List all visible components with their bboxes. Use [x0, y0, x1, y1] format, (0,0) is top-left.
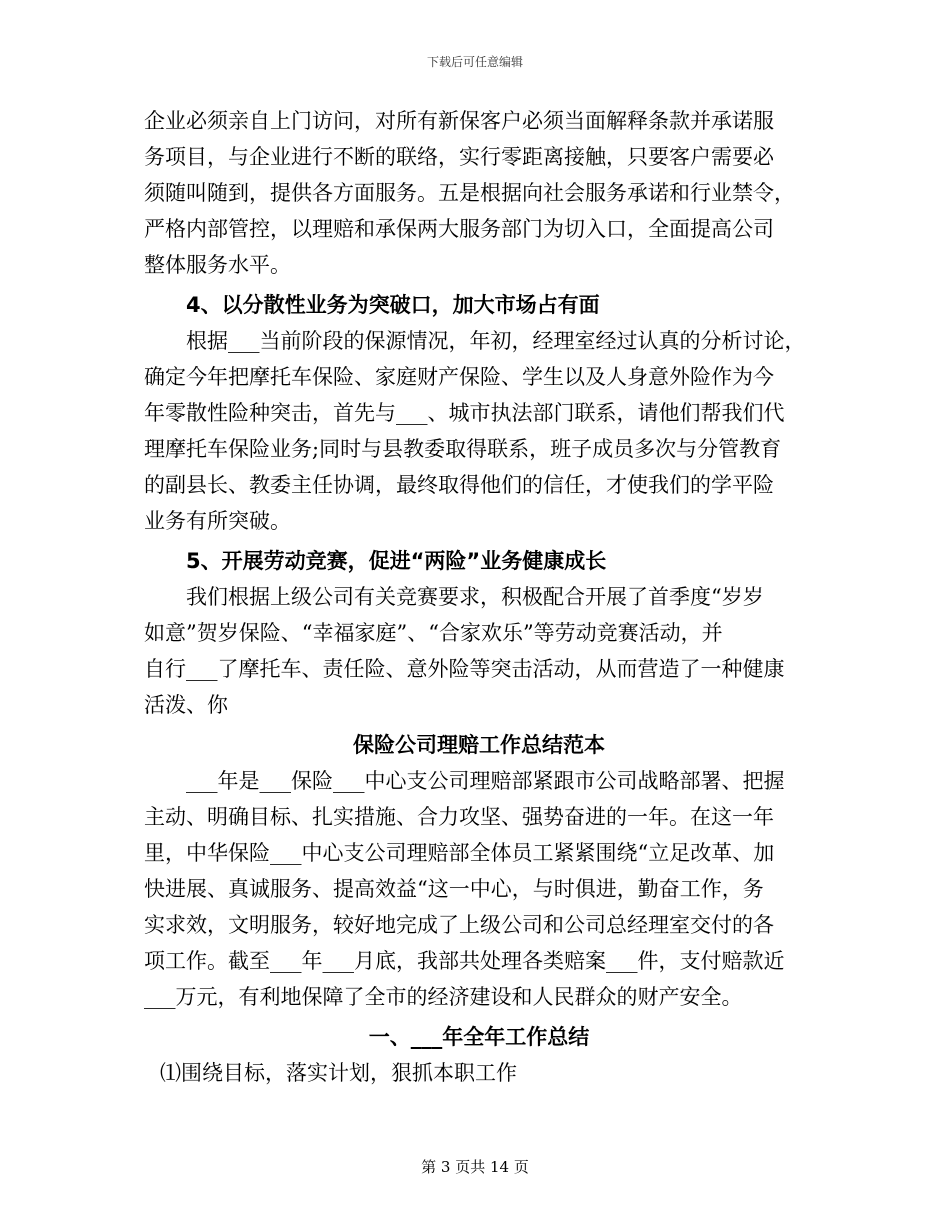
body-line: 须随叫随到，提供各方面服务。五是根据向社会服务承诺和行业禁令，: [144, 181, 795, 205]
body-line: 自行___了摩托车、责任险、意外险等突击活动，从而营造了一种健康: [144, 657, 785, 681]
body-line: 如意”贺岁保险、“幸福家庭”、“合家欢乐”等劳动竞赛活动，并: [144, 621, 723, 645]
document-title: 保险公司理赔工作总结范本: [353, 733, 605, 757]
body-line: ___年是___保险___中心支公司理赔部紧跟市公司战略部署、把握: [186, 769, 785, 793]
page-header: 下载后可任意编辑: [426, 55, 523, 69]
body-line: 整体服务水平。: [144, 253, 291, 277]
body-line: 年零散性险种突击，首先与___、城市执法部门联系，请他们帮我们代: [144, 401, 785, 425]
body-line: 活泼、你: [144, 693, 228, 717]
body-line: ___万元，有利地保障了全市的经济建设和人民群众的财产安全。: [144, 985, 743, 1009]
section-heading-5: 5、开展劳动竞赛，促进“两险”业务健康成长: [186, 549, 607, 573]
page-number: 第 3 页共 14 页: [421, 1158, 529, 1176]
body-line: 快进展、真诚服务、提高效益“这一中心，与时俱进，勤奋工作，务: [144, 877, 764, 901]
document-body: [144, 103, 814, 1091]
body-line: 我们根据上级公司有关竞赛要求，积极配合开展了首季度“岁岁: [186, 585, 764, 609]
section-heading-4: 4、以分散性业务为突破口，加大市场占有面: [186, 293, 600, 317]
body-line: 实求效，文明服务，较好地完成了上级公司和公司总经理室交付的各: [144, 913, 774, 937]
body-line: 里，中华保险___中心支公司理赔部全体员工紧紧围绕“立足改革、加: [144, 841, 775, 865]
body-line: 项工作。截至___年___月底，我部共处理各类赔案___件，支付赔款近: [144, 949, 785, 973]
body-line: 业务有所突破。: [144, 509, 291, 533]
body-line: 企业必须亲自上门访问，对所有新保客户必须当面解释条款并承诺服: [144, 109, 774, 133]
body-line: 确定今年把摩托车保险、家庭财产保险、学生以及人身意外险作为今: [144, 365, 774, 389]
body-line: 根据___当前阶段的保源情况，年初，经理室经过认真的分析讨论，: [186, 329, 806, 353]
sub-heading: ⑴围绕目标，落实计划，狠抓本职工作: [160, 1061, 517, 1085]
body-line: 的副县长、教委主任协调，最终取得他们的信任，才使我们的学平险: [144, 473, 774, 497]
body-line: 理摩托车保险业务;同时与县教委取得联系，班子成员多次与分管教育: [144, 437, 782, 461]
body-line: 务项目，与企业进行不断的联络，实行零距离接触，只要客户需要必: [144, 145, 774, 169]
body-line: 严格内部管控，以理赔和承保两大服务部门为切入口，全面提高公司: [144, 217, 774, 241]
section-heading-1: 一、___年全年工作总结: [368, 1025, 590, 1049]
body-line: 主动、明确目标、扎实措施、合力攻坚、强势奋进的一年。在这一年: [144, 805, 774, 829]
